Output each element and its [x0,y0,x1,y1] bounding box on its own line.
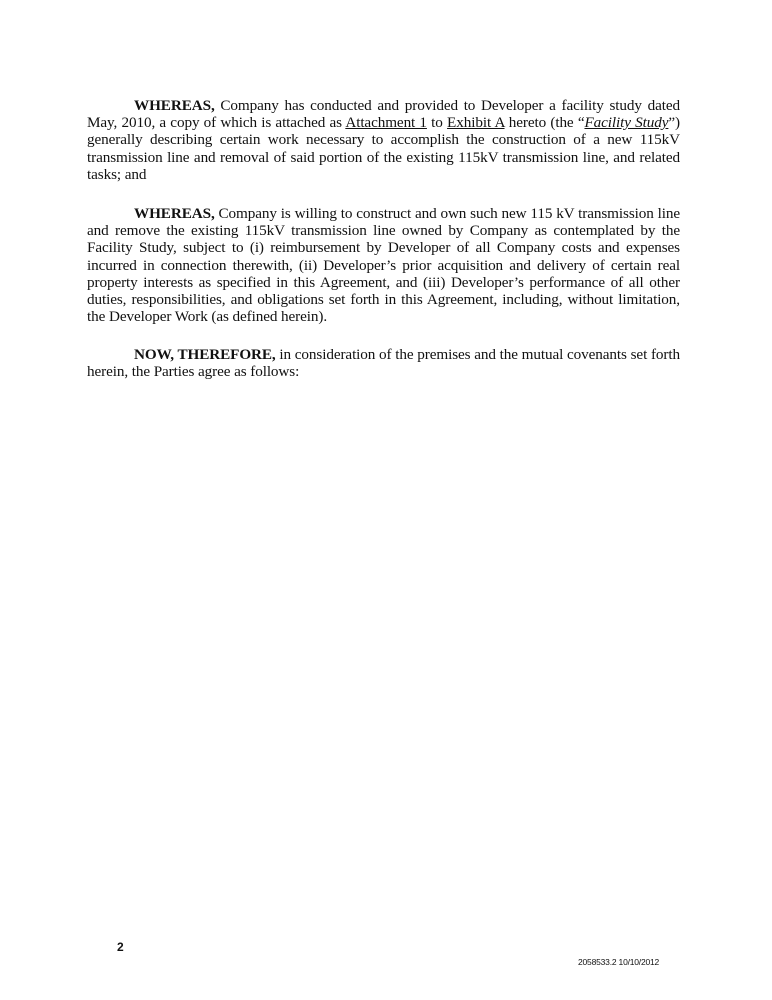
paragraph-lead: WHEREAS, [134,205,215,222]
now-therefore-paragraph: NOW, THEREFORE, in consideration of the premises and the mutual covenants set forth herein, the Parties agree as follows: [87,346,680,381]
defined-term-facility-study: Facility Study [584,114,669,132]
paragraph-lead: NOW, THEREFORE, [134,346,276,363]
document-id-stamp: 2058533.2 10/10/2012 [578,957,660,967]
page-number: 2 [117,940,124,954]
whereas-construct-paragraph: WHEREAS, Company is willing to construct and own such new 115 kV transmission line and remove the existing 115kV transmission line owned by Company as contemplated by the Facility Study, subject to (i) reimbursement by Developer of all Company costs and expenses incurred in connection therewith, (ii) Developer’s prior acquisition and delivery of certain real property interests as specified in this Agreement, and (iii) Developer’s performance of all other duties, responsibilities, and obligations set forth in this Agreement, including, without limitation, the Developer Work (as defined herein). [87,205,680,326]
paragraph-lead: WHEREAS, [134,97,215,114]
exhibit-a-reference: Exhibit A [447,114,505,132]
attachment-1-reference: Attachment 1 [345,114,427,132]
whereas-facility-study-paragraph: WHEREAS, Company has conducted and provided to Developer a facility study dated May, 2010, a copy of which is attached as Attachment 1 to Exhibit A hereto (the “Facility Study”) generally describing certain work necessary to accomplish the construction of a new 115kV transmission line and removal of said portion of the existing 115kV transmission line, and related tasks; and [87,97,681,183]
